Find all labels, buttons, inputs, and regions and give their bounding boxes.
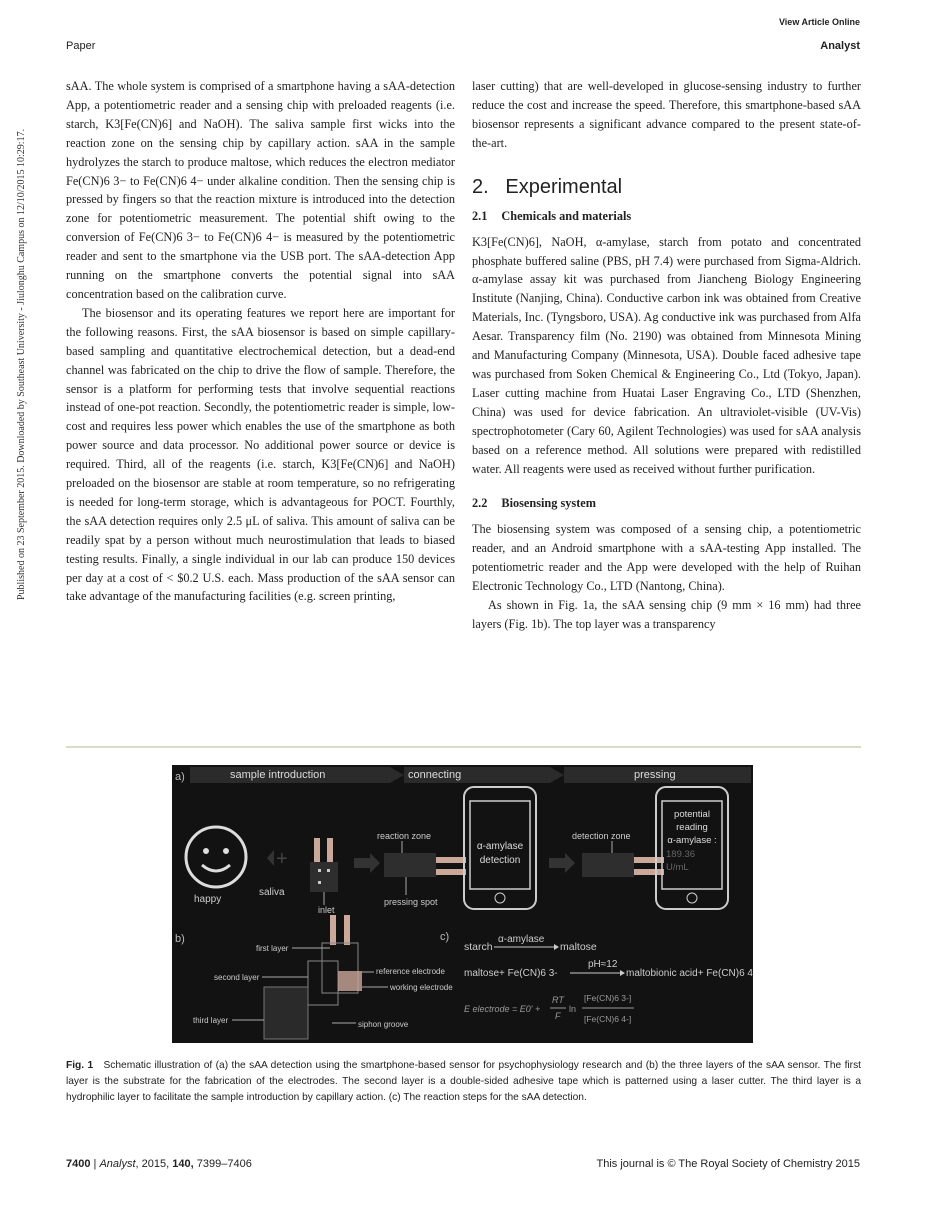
label-detection-zone: detection zone (572, 831, 631, 841)
section-title: Experimental (505, 175, 623, 198)
label-working-electrode: working electrode (390, 983, 453, 992)
sensing-chip-3 (582, 853, 634, 877)
panel-a-label: a) (175, 771, 185, 783)
step-pressing: pressing (634, 769, 676, 781)
label-reaction-zone: reaction zone (377, 831, 432, 841)
chip-dot (327, 869, 330, 872)
chip-dot (318, 869, 321, 872)
eye-icon (203, 848, 209, 854)
phone2-unit: U/mL (666, 862, 689, 873)
eq3-lhs: E electrode = E0' + (464, 1004, 541, 1014)
eye-icon (223, 848, 229, 854)
label-first-layer: first layer (256, 944, 289, 953)
eq2-right: maltobionic acid+ Fe(CN)6 4- (626, 968, 753, 979)
section-heading (472, 175, 861, 199)
subsection-title: Biosensing system (501, 496, 597, 511)
download-note-text: Published on 23 September 2015. Downloaded by Southeast University - Jiulonghu Campus on 12/10/2015 10:29:17. (16, 128, 27, 600)
right-paragraph-4: As shown in Fig. 1a, the sAA sensing chip (9 mm × 16 mm) had three layers (Fig. 1b). The top layer was a transparency (472, 598, 861, 631)
chip-electrode (314, 838, 320, 864)
phone1-line2: detection (479, 855, 521, 866)
left-paragraph-1: sAA. The whole system is comprised of a smartphone having a sAA-detection App, a potentiometric reader and a sensing chip with preloaded reagents (i.e. starch, K3[Fe(CN)6] and NaOH). The saliva sample first wicks into the reaction zone on the sensing chip by capillary action. sAA in the sample hydrolyzes the starch to produce maltose, which reduces the electron mediator Fe(CN)6 3− to Fe(CN)6 4− under alkaline condition. Then the sensing chip is pressed by fingers so that the reaction mixture is introduced into the detection zone for potentiometric measurement. The potential shift owing to the conversion of Fe(CN)6 3− to Fe(CN)6 4− is measured by the potentiometric reader and sent to the smartphone via the USB port. The sAA-detection App running on the smartphone converts the potential signal into sAA concentration based on the calibration curve. (66, 79, 455, 301)
step-sample-introduction: sample introduction (230, 769, 326, 781)
chip-electrode (327, 838, 333, 864)
journal-name: Analyst (820, 40, 860, 52)
label-siphon-groove: siphon groove (358, 1020, 409, 1029)
eq3-frac-top: RT (552, 995, 564, 1005)
left-paragraph-2: The biosensor and its operating features we report here are important for the following reasons. First, the sAA biosensor is based on simple capillary-based sampling and quantitative electrochemical detection, but a dead-end channel was fabricated on the chip to drive the flow of sample. Therefore, the sensor is a platform for performing tests that involve sequential reactions instead of one-pot reaction. Secondly, the potentiometric reader is simple, low-cost and requires less power which enables the use of the smartphone as both power source and data processor. No additional power source or device is required. Third, all of the reagents (i.e. starch, K3[Fe(CN)6] and NaOH) preloaded on the biosensor are stable at room temperature, so no refrigerating is needed for long-term storage, which is advantageous for POCT. Fourthly, the sAA detection requires only 2.5 μL of saliva. This amount of saliva can be readily spat by a person without much neurostimulation that leads to biased testing results. Finally, a single individual in our lab can produce 150 devices per day at a cost of < $0.2 U.S. each. Mass production of the sAA sensor can take advantage of the manufacturing facilities (e.g. screen printing, (66, 305, 455, 604)
subsection-number: 2.2 (472, 496, 488, 511)
sensing-chip-2 (384, 853, 436, 877)
phone1-line1: α-amylase (476, 841, 524, 852)
eq1-over: α-amylase (498, 934, 545, 945)
label-happy: happy (194, 894, 222, 905)
layer-electrode (330, 915, 336, 945)
layer-electrode (344, 915, 350, 945)
eq1-left: starch (464, 941, 493, 953)
label-saliva: saliva (259, 887, 285, 898)
panel-c-label: c) (440, 931, 450, 943)
eq1-right: maltose (560, 941, 597, 953)
label-pressing-spot: pressing spot (384, 897, 438, 907)
label-second-layer: second layer (214, 973, 260, 982)
figure-caption (66, 1058, 861, 1107)
electrode-pad (338, 971, 362, 991)
panel-b-label: b) (175, 933, 185, 945)
chip-electrode (436, 857, 466, 863)
figure-background (172, 765, 753, 1043)
section-number: 2. (472, 175, 489, 198)
sensing-chip-1 (310, 862, 338, 892)
subsection-heading-2-1 (472, 207, 861, 225)
left-column (66, 77, 455, 606)
plus-sign: + (276, 848, 288, 870)
label-third-layer: third layer (193, 1016, 229, 1025)
figure-divider (66, 746, 861, 748)
right-paragraph-2: K3[Fe(CN)6], NaOH, α-amylase, starch from potato and concentrated phosphate buffered saline (PBS, pH 7.4) were purchased from Sigma-Aldrich. α-amylase assay kit was purchased from Jiancheng Biology Engineering Institute (Nanjing, China). Conductive carbon ink was obtained from Creative Materials, Inc. (Tyngsboro, USA). Ag conductive ink was purchased from Alfa Aesar. Transparency film (No. 2190) was obtained from Minnesota Mining and Manufacturing Company (Minnesota, USA). Double faced adhesive tape was purchased from Soken Chemical & Engineering Co., Ltd (Tokyo, Japan). Laser cutting machine from Huatai Laser Engraving Co., LTD (Shenzhen, China) was used for device fabrication. An ultraviolet-visible (UV-Vis) spectrophotometer (Cary 60, Agilent Technologies) was used for sAA analysis based on a reference method. All solutions were prepared with redistilled water. All reagents were used as received without further purification. (472, 234, 861, 476)
subsection-title: Chemicals and materials (501, 208, 632, 223)
right-column (472, 77, 861, 634)
eq3-numerator: [Fe(CN)6 3-] (584, 993, 632, 1003)
page-number: 7400 (66, 1158, 91, 1170)
footer-journal: Analyst (99, 1158, 136, 1170)
footer-year: 2015, (141, 1158, 170, 1170)
subsection-heading-2-2 (472, 494, 861, 512)
label-inlet: inlet (318, 905, 335, 915)
right-paragraph-1: laser cutting) that are well-developed in glucose-sensing industry to further reduce the cost and increase the speed. Therefore, this smartphone-based sAA biosensor represents a significant advance compared to the present state-of-the-art. (472, 79, 861, 150)
eq3-denominator: [Fe(CN)6 4-] (584, 1014, 632, 1024)
phone2-line2: reading (676, 822, 708, 833)
eq3-frac-bot: F (555, 1011, 561, 1021)
footer-pages: 7399–7406 (196, 1158, 252, 1170)
chip-electrode (634, 869, 664, 875)
chip-electrode (634, 857, 664, 863)
phone2-line3: α-amylase : (667, 835, 717, 846)
chip-dot (318, 881, 321, 884)
footer-copyright: This journal is © The Royal Society of Chemistry 2015 (596, 1158, 860, 1170)
view-article-online-link[interactable]: View Article Online (778, 17, 860, 27)
eq3-ln: ln (569, 1004, 577, 1014)
step-connecting: connecting (408, 769, 462, 781)
right-paragraph-3: The biosensing system was composed of a sensing chip, a potentiometric reader, and an Android smartphone with a sAA-testing App installed. The potentiometric reader and the App were developed with the help of Ruihan Electronic Technology Co., LTD (Nantong, China). (472, 522, 861, 594)
figure-1-svg (172, 765, 753, 1043)
chip-electrode (436, 869, 466, 875)
section-label: Paper (66, 40, 96, 52)
caption-label: Fig. 1 (66, 1060, 94, 1071)
page-footer: 7400 | Analyst, 2015, 140, 7399–7406 (66, 1158, 252, 1170)
download-note (16, 128, 28, 612)
subsection-number: 2.1 (472, 208, 488, 223)
third-layer-shape (264, 987, 308, 1039)
figure-1 (172, 765, 753, 1043)
caption-text: Schematic illustration of (a) the sAA detection using the smartphone-based sensor for psychophysiology research and (b) the three layers of the sAA sensor. The first layer is the substrate for the fabrication of the electrodes. The second layer is a double-sided adhesive tape which is patterned using a laser cutter. The third layer is a hydrophilic layer to facilitate the sample introduction by capillary action. (c) The reaction steps for the sAA detection. (66, 1060, 862, 1104)
phone2-value: 189.36 (666, 849, 696, 860)
label-reference-electrode: reference electrode (376, 967, 445, 976)
eq2-left: maltose+ Fe(CN)6 3- (464, 968, 558, 979)
footer-volume: 140, (172, 1158, 194, 1170)
eq2-over: pH≈12 (588, 959, 618, 970)
phone2-line1: potential (674, 809, 710, 820)
